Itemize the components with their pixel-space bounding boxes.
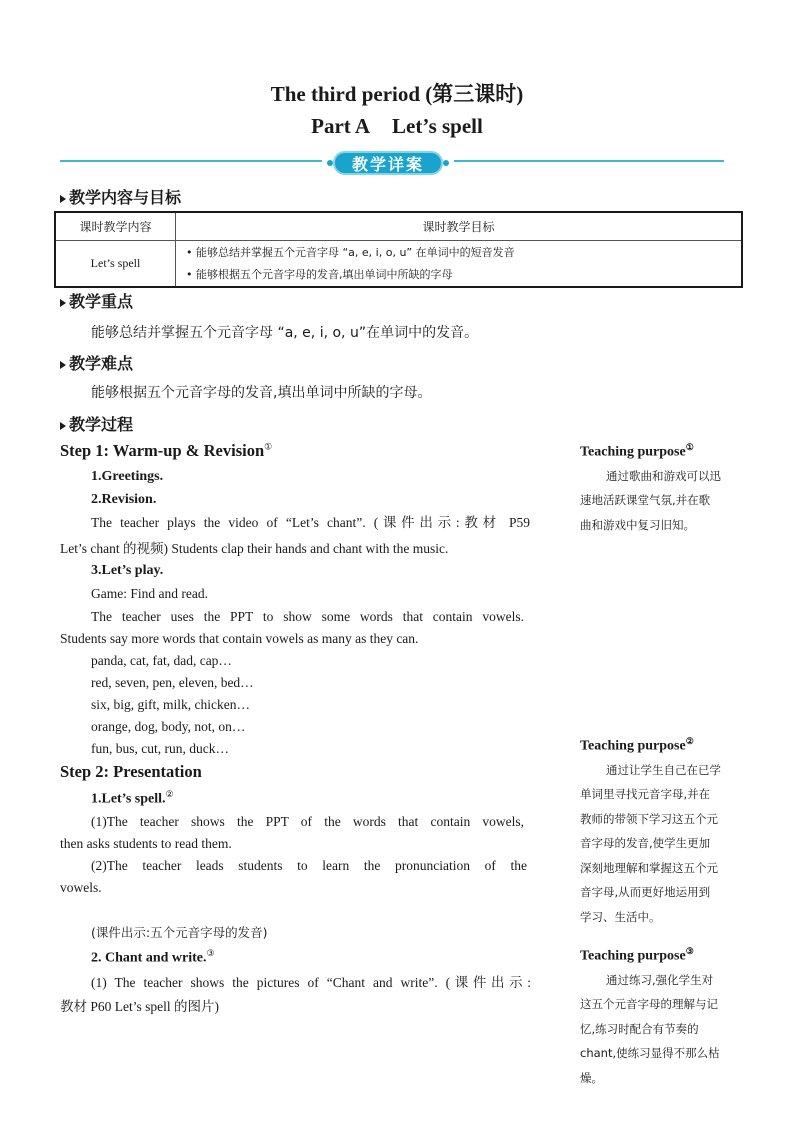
teaching-purpose-label: Teaching purpose② xyxy=(580,736,694,754)
goal-item: • 能够根据五个元音字母的发音,填出单词中所缺的字母 xyxy=(186,267,453,281)
spell-text-line: vowels. xyxy=(60,880,102,895)
teaching-purpose-label: Teaching purpose③ xyxy=(580,946,694,964)
step1-heading: Step 1: Warm-up & Revision① xyxy=(60,441,273,460)
divider-left xyxy=(60,160,322,162)
step2-heading: Step 2: Presentation xyxy=(60,762,202,781)
spell-text-line: (1)The teacher shows the PPT of the words that contain vowels, xyxy=(91,814,524,829)
revision-text-line: The teacher plays the video of “Let’s chant”. (课件出示:教材 P59 xyxy=(91,515,530,530)
teaching-purpose-note xyxy=(580,946,750,1090)
word-list-item: panda, cat, fat, dad, cap… xyxy=(91,653,232,668)
bullet-arrow-icon xyxy=(60,361,66,369)
page-subtitle xyxy=(0,114,794,139)
greetings-heading: 1.Greetings. xyxy=(91,469,164,484)
table-cell-goals xyxy=(176,241,743,288)
bullet-arrow-icon xyxy=(60,422,66,430)
lets-play-heading: 3.Let’s play. xyxy=(91,563,164,578)
section-difficulties: 教学难点 xyxy=(60,351,133,374)
lets-spell-heading: 1.Let’s spell.② xyxy=(91,789,174,807)
game-text: Game: Find and read. xyxy=(91,586,208,601)
goal-item: • 能够总结并掌握五个元音字母 “a, e, i, o, u” 在单词中的短音发音 xyxy=(186,245,515,259)
bullet-arrow-icon xyxy=(60,299,66,307)
subtitle-name: Let’s spell xyxy=(392,114,483,138)
teaching-purpose-text: 通过练习,强化学生对 这五个元音字母的理解与记 忆,练习时配合有节奏的 chant,使练习显得不那么枯 燥。 xyxy=(580,972,720,1085)
key-points-text: 能够总结并掌握五个元音字母 “a, e, i, o, u”在单词中的发音。 xyxy=(91,325,479,341)
play-text-line: The teacher uses the PPT to show some words that contain vowels. xyxy=(91,609,524,624)
bullet-arrow-icon xyxy=(60,195,66,203)
courseware-note: (课件出示:五个元音字母的发音) xyxy=(91,925,268,940)
chant-text-line: (1) The teacher shows the pictures of “Chant and write”. (课件出示: xyxy=(91,975,531,990)
table-cell-content: Let’s spell xyxy=(55,241,176,288)
section-badge xyxy=(327,148,449,176)
revision-text-line: Let’s chant 的视频) Students clap their hands and chant with the music. xyxy=(60,541,449,556)
page-title: The third period (第三课时) xyxy=(270,82,524,106)
play-text-line: Students say more words that contain vowels as many as they can. xyxy=(60,631,419,646)
chant-text-line: 教材 P60 Let’s spell 的图片) xyxy=(60,999,219,1014)
difficulties-text: 能够根据五个元音字母的发音,填出单词中所缺的字母。 xyxy=(91,385,432,401)
chant-write-heading: 2. Chant and write.③ xyxy=(91,948,215,966)
word-list-item: six, big, gift, milk, chicken… xyxy=(91,697,250,712)
word-list-item: red, seven, pen, eleven, bed… xyxy=(91,675,254,690)
section-process: 教学过程 xyxy=(60,412,133,435)
badge-label: 教学详案 xyxy=(351,155,424,174)
divider-right xyxy=(454,160,724,162)
subtitle-part: Part A xyxy=(311,114,371,138)
table-header: 课时教学目标 xyxy=(176,212,743,241)
revision-heading: 2.Revision. xyxy=(91,492,157,507)
teaching-purpose-label: Teaching purpose① xyxy=(580,442,694,460)
section-content-goals: 教学内容与目标 xyxy=(60,185,181,208)
table-header: 课时教学内容 xyxy=(55,212,176,241)
teaching-purpose-text: 通过歌曲和游戏可以迅 速地活跃课堂气氛,并在歌 曲和游戏中复习旧知。 xyxy=(580,468,721,532)
table-header-row xyxy=(55,212,742,241)
word-list-item: orange, dog, body, not, on… xyxy=(91,719,246,734)
teaching-purpose-note xyxy=(580,736,750,929)
spell-text-line: then asks students to read them. xyxy=(60,836,232,851)
teaching-purpose-text: 通过让学生自己在已学 单词里寻找元音字母,并在 教师的带领下学习这五个元 音字母的发音,使学生更加 深刻地理解和掌握这五个元 音字母,从而更好地运用到 学习、生活中。 xyxy=(580,762,721,924)
spell-text-line: (2)The teacher leads students to learn the pronunciation of the xyxy=(91,858,527,873)
word-list-item: fun, bus, cut, run, duck… xyxy=(91,741,229,756)
section-key-points: 教学重点 xyxy=(60,289,133,312)
table-row xyxy=(55,241,742,288)
teaching-purpose-note xyxy=(580,442,750,537)
goals-table xyxy=(54,211,743,288)
